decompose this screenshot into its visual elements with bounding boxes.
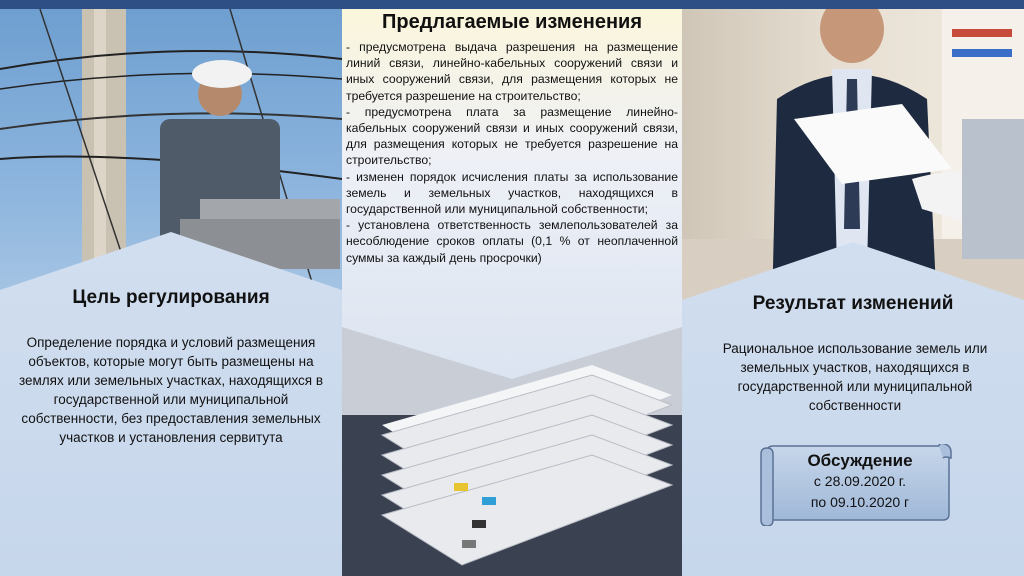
- discussion-period: [768, 450, 952, 513]
- result-text: Рациональное использование земель или земельных участков, находящихся в государственной или муниципальной собственности: [722, 341, 988, 413]
- regulation-goal-text: Определение порядка и условий размещения объектов, которые могут быть размещены на землях или земельных участках, находящихся в государственной или муниципальной собственности, без предоставления земельных участков и установления сервитута: [18, 335, 324, 445]
- discussion-to: по 09.10.2020 г: [810, 494, 910, 510]
- discussion-title: Обсуждение: [807, 451, 913, 470]
- list-item: - установлена ответственность землепользователей за несоблюдение сроков оплаты (0,1 % от неоплаченной суммы за каждый день просрочки): [346, 218, 678, 265]
- regulation-goal-title: Цель регулирования: [72, 287, 270, 308]
- list-item: - изменен порядок исчисления платы за использование земель и земельных участков, находящихся в государственной или муниципальной собственности;: [346, 169, 678, 217]
- list-item: - предусмотрена плата за размещение линейно-кабельных сооружений связи и иных сооружений связи, для размещения которых не требуется разрешение на строительство;: [346, 104, 678, 168]
- proposed-changes-title: Предлагаемые изменения: [381, 11, 642, 33]
- result-title: Результат изменений: [752, 293, 954, 314]
- discussion-from: с 28.09.2020 г.: [813, 473, 907, 489]
- top-bar: [0, 0, 1024, 9]
- list-item: - предусмотрена выдача разрешения на размещение линий связи, линейно-кабельных сооружений связи и иных сооружений связи, для размещения которых не требуется разрешение на строительство;: [346, 40, 678, 103]
- proposed-changes-list: [346, 39, 678, 266]
